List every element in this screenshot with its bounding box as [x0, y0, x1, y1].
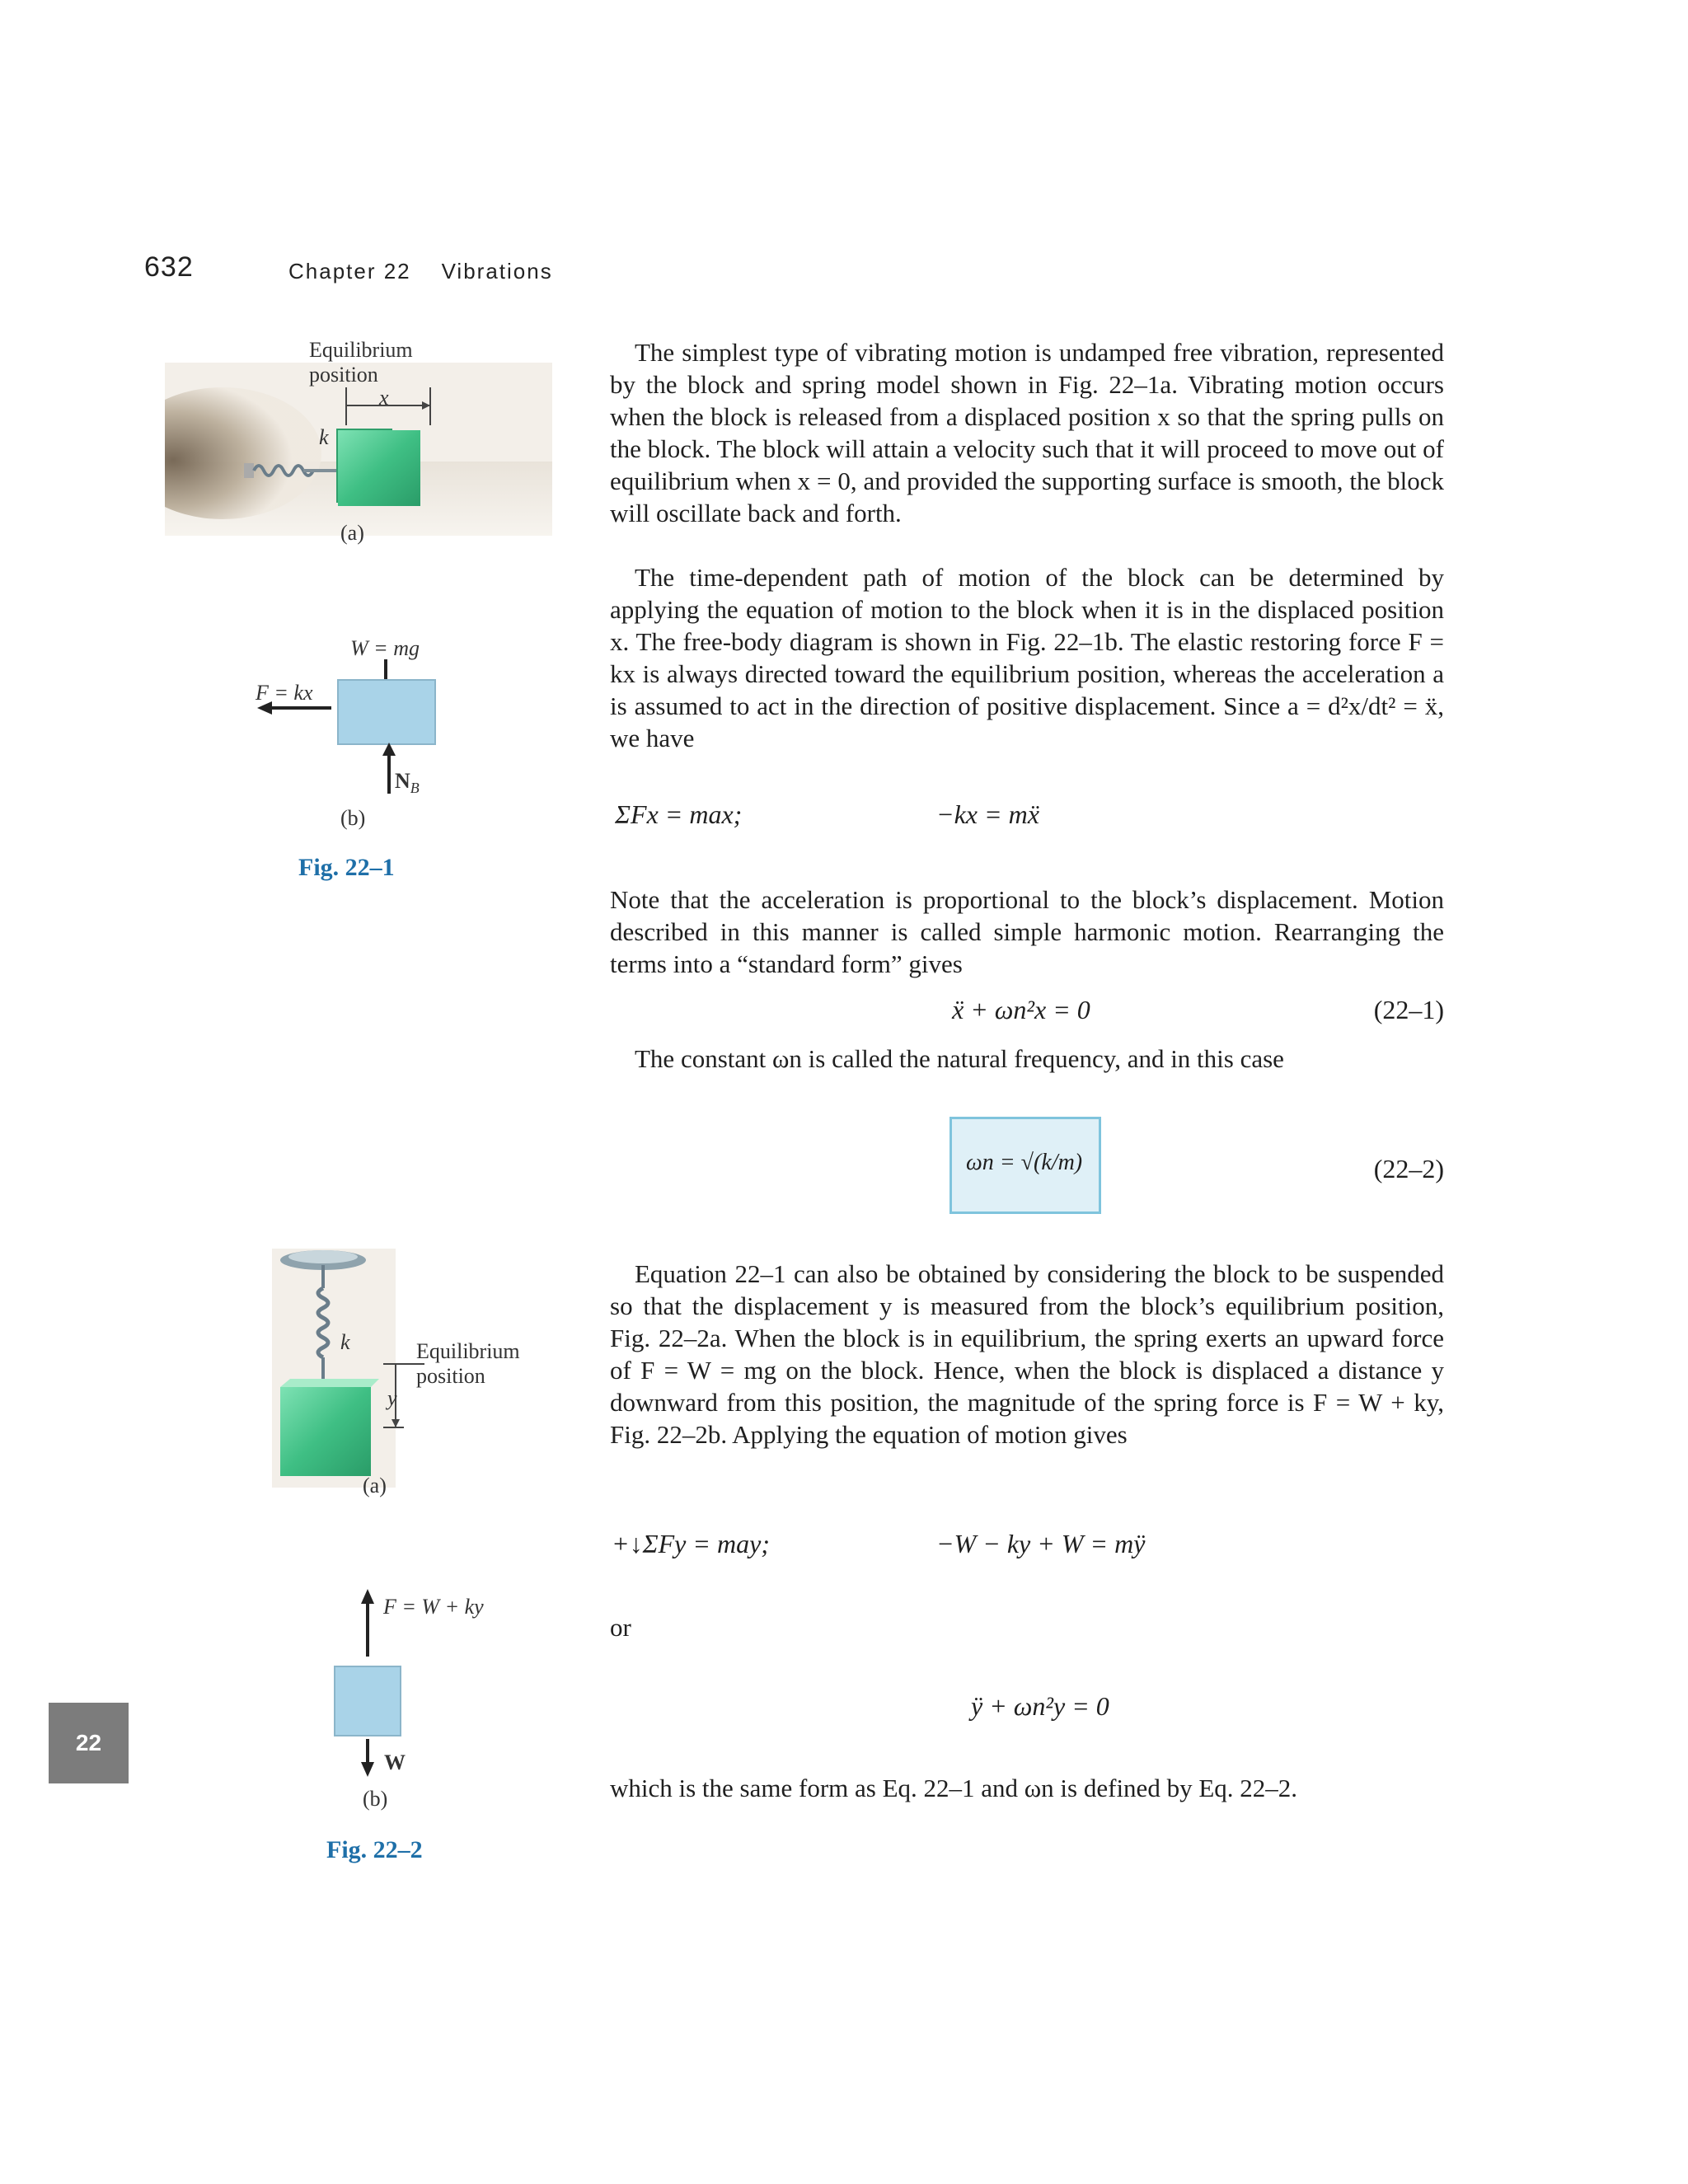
eq-22-2-number: (22–2): [1373, 1154, 1444, 1183]
fig2a-y-label: y: [387, 1386, 397, 1410]
fig2a-k-label: k: [340, 1330, 350, 1354]
eq-22-1-number: (22–1): [1373, 995, 1444, 1024]
paragraph-5: Equation 22–1 can also be obtained by considering the block to be suspended so that the displacement y is measured from the block’s equilibrium position, Fig. 22–2a. When the block is in equilibrium, the spring exerts an upward force of F = W = mg on the block. Hence, when the block is displaced a distance y downward from this position, the magnitude of the spring force is F = W + ky, Fig. 22–2b. Applying the equation of motion gives: [610, 1259, 1444, 1449]
fig1b-force-label: F = kx: [256, 681, 313, 705]
fig-22-1-caption: Fig. 22–1: [298, 854, 395, 881]
eq-22-2: ωn = √(k/m): [966, 1150, 1083, 1175]
fig1a-equilibrium-label: Equilibrium position: [309, 338, 413, 387]
eq-y-standard-form: ÿ + ωn²y = 0: [971, 1691, 1109, 1721]
paragraph-3: Note that the acceleration is proportional to the block’s displacement. Motion described in this manner is called simple harmonic motion. Rearranging the terms into a “standard form” gives: [610, 885, 1444, 978]
paragraph-2: The time-dependent path of motion of the block can be determined by applying the equation of motion to the block when it is in the displaced position x. The free-body diagram is shown in Fig. 22–1b. The elastic restoring force F = kx is always directed toward the equilibrium position, whereas the acceleration a is assumed to act in the direction of positive displacement. Since a = d²x/dt² = ẍ, we have: [610, 563, 1444, 752]
fig2b-weight-label: W: [384, 1750, 406, 1774]
eq-22-1: ẍ + ωn²x = 0: [952, 995, 1090, 1024]
chapter-label: Chapter 22: [288, 259, 411, 284]
or-word: or: [610, 1613, 631, 1642]
fig2a-part-label: (a): [363, 1474, 387, 1497]
fig-22-1a-illustration: [165, 363, 552, 536]
eq-sum-forces-x: ΣFx = max;: [615, 799, 743, 829]
page-number: 632: [144, 251, 194, 283]
fig2b-part-label: (b): [363, 1787, 388, 1811]
fig2a-equilibrium-label: Equilibrium position: [416, 1339, 520, 1388]
running-header: [288, 259, 553, 284]
fig1b-part-label: (b): [340, 806, 366, 830]
paragraph-1: The simplest type of vibrating motion is undamped free vibration, represented by the block and spring model shown in Fig. 22–1a. Vibrating motion occurs when the block is released from a displaced position x so that the spring pulls on the block. The block will attain a velocity such that it will proceed to move out of equilibrium when x = 0, and provided the supporting surface is smooth, the block will oscillate back and forth.: [610, 338, 1444, 527]
eq-motion-x: −kx = mẍ: [936, 799, 1039, 829]
section-label: Vibrations: [441, 259, 553, 284]
fig-22-2-caption: Fig. 22–2: [326, 1836, 423, 1863]
chapter-tab: 22: [49, 1703, 129, 1783]
paragraph-4: The constant ωn is called the natural frequency, and in this case: [635, 1044, 1284, 1073]
fig1a-k-label: k: [319, 425, 329, 449]
paragraph-6: which is the same form as Eq. 22–1 and ωn is defined by Eq. 22–2.: [610, 1774, 1298, 1802]
fig1a-x-label: x: [379, 386, 389, 410]
fig2b-force-label: F = W + ky: [383, 1595, 484, 1619]
fig-22-1b-free-body-diagram: [247, 655, 453, 795]
eq-motion-y: −W − ky + W = mÿ: [936, 1529, 1146, 1558]
fig1a-part-label: (a): [340, 521, 364, 545]
fig1b-normal-label: $N_B$: [395, 769, 420, 797]
eq-sum-forces-y: +↓ΣFy = may;: [612, 1529, 770, 1558]
fig1b-weight-label: W = mg: [350, 636, 420, 660]
